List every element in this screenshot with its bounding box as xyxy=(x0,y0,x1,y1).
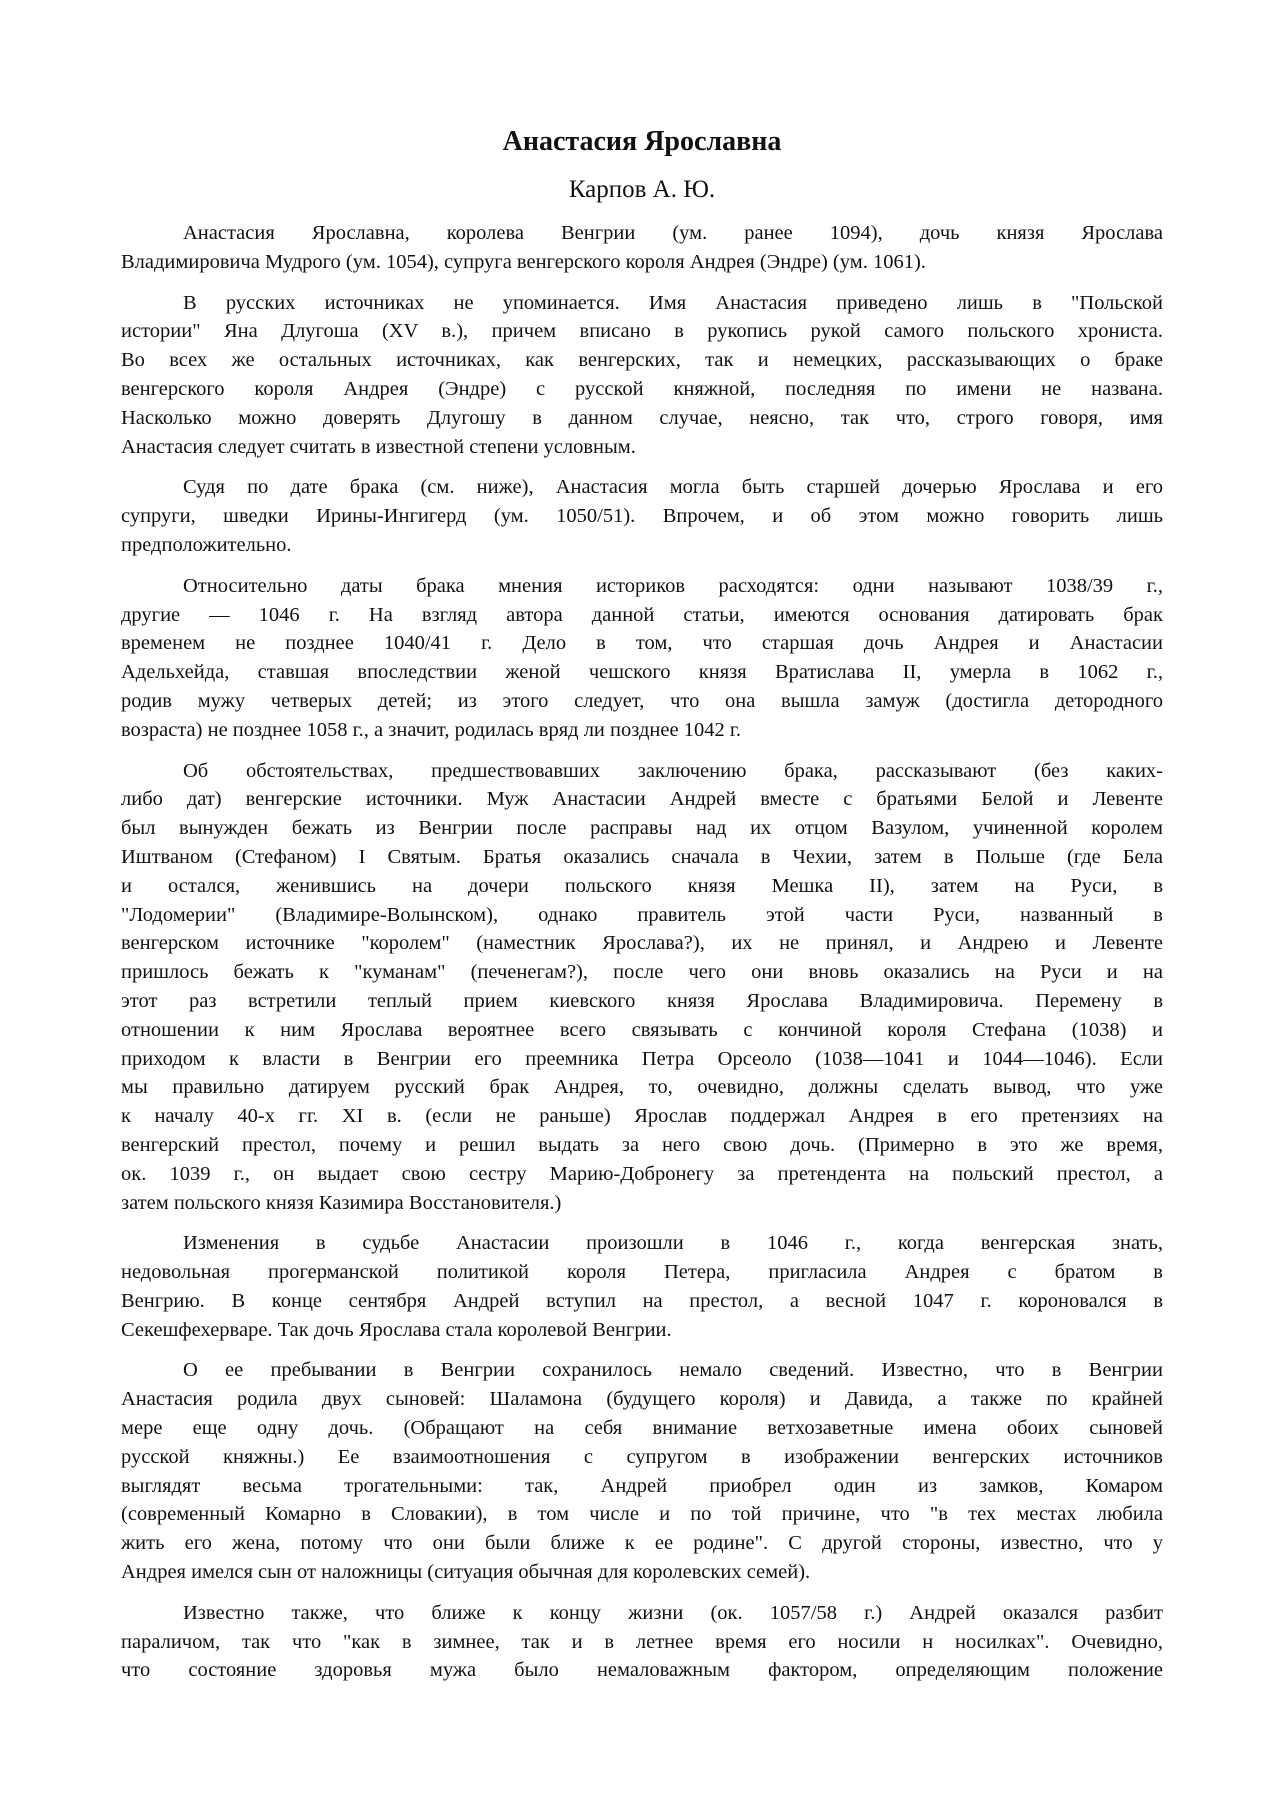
paragraph-line: к началу 40-х гг. XI в. (если не раньше) Ярослав поддержал Андрея в его претензиях на xyxy=(121,1105,1163,1128)
paragraph xyxy=(121,1356,1163,1586)
paragraph-line: и остался, женившись на дочери польского князя Мешка II), затем на Руси, в xyxy=(121,874,1163,897)
paragraph-line: Анастасия родила двух сыновей: Шаламона (будущего короля) и Давида, а также по крайней xyxy=(121,1388,1163,1411)
paragraph-line: этот раз встретили теплый прием киевского князя Ярослава Владимировича. Перемену в xyxy=(121,989,1163,1012)
paragraph-line: Иштваном (Стефаном) I Святым. Братья оказались сначала в Чехии, затем в Польше (где Бела xyxy=(121,845,1163,868)
paragraph-line: Андрея имелся сын от наложницы (ситуация обычная для королевских семей). xyxy=(121,1561,811,1584)
paragraph-line: супруги, шведки Ирины-Ингигерд (ум. 1050/51). Впрочем, и об этом можно говорить лишь xyxy=(121,505,1163,528)
paragraph-line: что состояние здоровья мужа было немаловажным фактором, определяющим положение xyxy=(121,1659,1163,1682)
paragraph-line: Секешфехерваре. Так дочь Ярослава стала королевой Венгрии. xyxy=(121,1318,672,1341)
paragraph-line: Об обстоятельствах, предшествовавших заключению брака, рассказывают (без каких- xyxy=(183,759,1163,782)
paragraph-line: Владимировича Мудрого (ум. 1054), супруга венгерского короля Андрея (Эндре) (ум. 1061). xyxy=(121,250,926,273)
paragraph-line: мы правильно датируем русский брак Андрея, то, очевидно, должны сделать вывод, что уже xyxy=(121,1076,1163,1099)
paragraph-line: истории" Яна Длугоша (XV в.), причем вписано в рукопись рукой самого польского хрониста. xyxy=(121,320,1163,343)
paragraph-line: приходом к власти в Венгрии его преемника Петра Орсеоло (1038—1041 и 1044—1046). Если xyxy=(121,1047,1163,1070)
paragraph-line: Насколько можно доверять Длугошу в данном случае, неясно, так что, строго говоря, имя xyxy=(121,406,1163,429)
paragraph-line: мере еще одну дочь. (Обращают на себя внимание ветхозаветные имена обоих сыновей xyxy=(121,1417,1163,1440)
paragraph-line: предположительно. xyxy=(121,533,292,556)
paragraph xyxy=(121,219,1163,277)
paragraph-line: Адельхейда, ставшая впоследствии женой чешского князя Вратислава II, умерла в 1062 г., xyxy=(121,661,1163,684)
paragraph-line: "Лодомерии" (Владимире-Волынском), однако правитель этой части Руси, названный в xyxy=(121,903,1163,926)
paragraph-line: русской княжны.) Ее взаимоотношения с супругом в изображении венгерских источников xyxy=(121,1445,1163,1468)
paragraph-line: Известно также, что ближе к концу жизни (ок. 1057/58 г.) Андрей оказался разбит xyxy=(183,1601,1163,1624)
paragraph-line: В русских источниках не упоминается. Имя Анастасия приведено лишь в "Польской xyxy=(183,291,1163,314)
paragraph xyxy=(121,572,1163,745)
paragraph-line: венгерский престол, почему и решил выдать за него свою дочь. (Примерно в это же время, xyxy=(121,1133,1163,1156)
paragraph-line: параличом, так что "как в зимнее, так и в летнее время его носили н носилках". Очевидно, xyxy=(121,1630,1163,1653)
paragraph-line: другие — 1046 г. На взгляд автора данной статьи, имеются основания датировать брак xyxy=(121,603,1163,626)
paragraph-line: временем не позднее 1040/41 г. Дело в том, что старшая дочь Андрея и Анастасии xyxy=(121,632,1163,655)
paragraph-line: Анастасия Ярославна, королева Венгрии (ум. ранее 1094), дочь князя Ярослава xyxy=(183,222,1163,244)
paragraph-line: Судя по дате брака (см. ниже), Анастасия могла быть старшей дочерью Ярослава и его xyxy=(183,476,1163,499)
paragraph-line: (современный Комарно в Словакии), в том числе и по той причине, что "в тех местах любила xyxy=(121,1503,1163,1526)
paragraph-line: затем польского князя Казимира Восстановителя.) xyxy=(121,1191,562,1214)
paragraph-line: пришлось бежать к "куманам" (печенегам?), после чего они вновь оказались на Руси и на xyxy=(121,961,1163,984)
document-title: Анастасия Ярославна xyxy=(502,126,782,157)
paragraph xyxy=(121,289,1163,462)
paragraph-line: Анастасия следует считать в известной степени условным. xyxy=(121,435,636,458)
paragraph-line: Относительно даты брака мнения историков расходятся: одни называют 1038/39 г., xyxy=(183,574,1163,597)
paragraph-line: недовольная прогерманской политикой короля Петера, пригласила Андрея с братом в xyxy=(121,1261,1163,1284)
paragraph-line: Изменения в судьбе Анастасии произошли в 1046 г., когда венгерская знать, xyxy=(183,1232,1163,1255)
paragraph xyxy=(121,1229,1163,1344)
document-author: Карпов А. Ю. xyxy=(568,176,716,203)
paragraph-line: ок. 1039 г., он выдает свою сестру Марию-Добронегу за претендента на польский престол, а xyxy=(121,1162,1163,1185)
paragraph-line: был вынужден бежать из Венгрии после расправы над их отцом Вазулом, учиненной королем xyxy=(121,817,1163,840)
paragraph xyxy=(121,1599,1163,1685)
paragraph-line: родив мужу четверых детей; из этого следует, что она вышла замуж (достигла детородного xyxy=(121,689,1163,712)
paragraph-line: О ее пребывании в Венгрии сохранилось немало сведений. Известно, что в Венгрии xyxy=(183,1359,1163,1382)
paragraph xyxy=(121,757,1163,1218)
paragraph-line: выглядят весьма трогательными: так, Андрей приобрел один из замков, Комаром xyxy=(121,1474,1163,1497)
paragraph xyxy=(121,473,1163,559)
paragraph-line: жить его жена, потому что они были ближе к ее родине". С другой стороны, известно, что у xyxy=(121,1532,1163,1555)
paragraph-line: Во всех же остальных источниках, как венгерских, так и немецких, рассказывающих о браке xyxy=(121,349,1163,372)
paragraph-line: венгерском источнике "королем" (наместник Ярослава?), их не принял, и Андрею и Левенте xyxy=(121,932,1163,955)
paragraph-line: либо дат) венгерские источники. Муж Анастасии Андрей вместе с братьями Белой и Левенте xyxy=(121,788,1163,811)
paragraph-line: отношении к ним Ярослава вероятнее всего связывать с кончиной короля Стефана (1038) и xyxy=(121,1018,1163,1041)
paragraph-line: Венгрию. В конце сентября Андрей вступил на престол, а весной 1047 г. короновался в xyxy=(121,1289,1163,1312)
paragraph-line: венгерского короля Андрея (Эндре) с русской княжной, последняя по имени не названа. xyxy=(121,377,1163,400)
paragraph-line: возраста) не позднее 1058 г., а значит, родилась вряд ли позднее 1042 г. xyxy=(121,718,742,741)
document-body xyxy=(121,219,1163,1697)
